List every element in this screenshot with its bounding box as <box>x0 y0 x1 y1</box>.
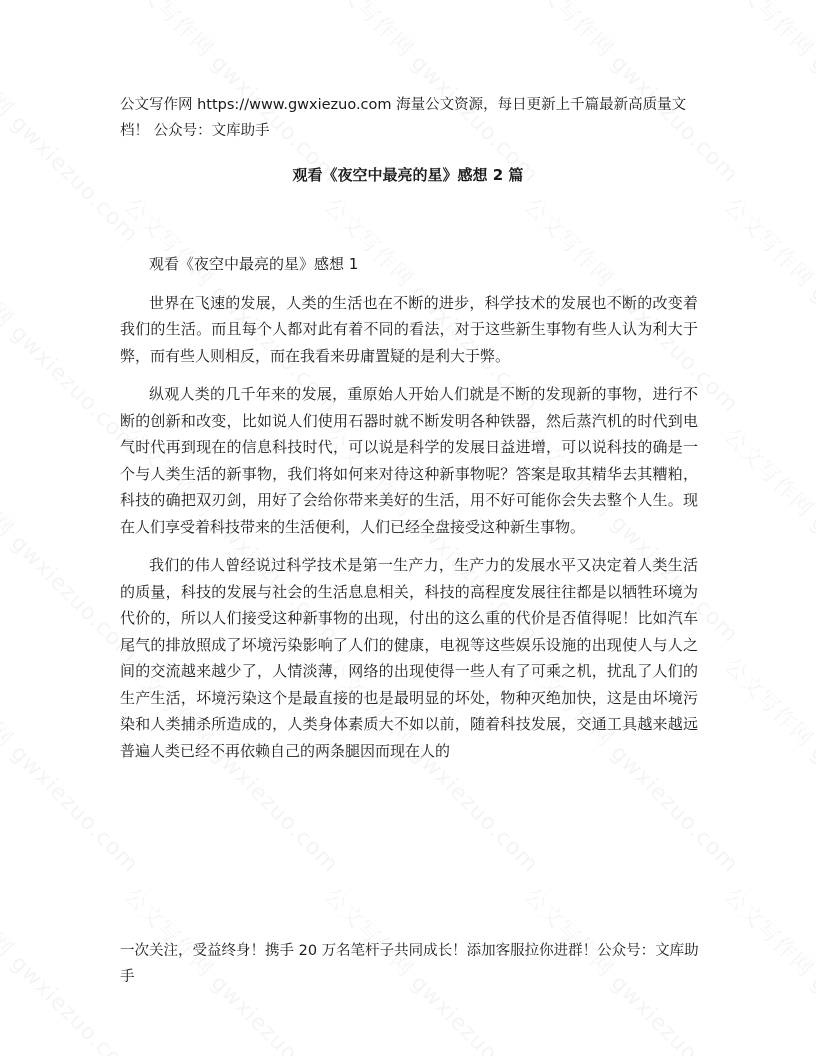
paragraph: 世界在飞速的发展，人类的生活也在不断的进步，科学技术的发展也不断的改变着我们的生活。而且每个人都对此有着不同的看法，对于这些新生事物有些人认为利大于弊，而有些人则相反，而在我看来毋庸置疑的是利大于弊。 <box>120 293 698 365</box>
document-body <box>120 251 698 776</box>
paragraph: 纵观人类的几千年来的发展，重原始人开始人们就是不断的发现新的事物，进行不断的创新和改变，比如说人们使用石器时就不断发明各种铁器，然后蒸汽机的时代到电气时代再到现在的信息科技时代，可以说是科学的发展日益进增，可以说科技的确是一个与人类生活的新事物，我们将如何来对待这种新事物呢？答案是取其精华去其糟粕，科技的确把双刃剑，用好了会给你带来美好的生活，用不好可能你会失去整个人生。现在人们享受着科技带来的生活便利，人们已经全盘接受这种新生事物。 <box>120 385 698 536</box>
header-note: 公文写作网 https://www.gwxiezuo.com 海量公文资源，每日更新上千篇最新高质量文档！ 公众号：文库助手 <box>120 97 687 139</box>
section-subtitle: 观看《夜空中最亮的星》感想 1 <box>149 255 359 273</box>
paragraph: 我们的伟人曾经说过科学技术是第一生产力，生产力的发展水平又决定着人类生活的质量，科技的发展与社会的生活息息相关，科技的高程度发展往往都是以牺牲环境为代价的，所以人们接受这种新事物的出现，付出的这么重的代价是否值得呢！比如汽车尾气的排放照成了坏境污染影响了人们的健康，电视等这些娱乐设施的出现使人与人之间的交流越来越少了，人情淡薄，网络的出现使得一些人有了可乘之机，扰乱了人们的生产生活，坏境污染这个是最直接的也是最明显的坏处，物种灭绝加快，这是由坏境污染和人类捕杀所造成的，人类身体素质大不如以前，随着科技发展，交通工具越来越远普遍人类已经不再依赖自己的两条腿因而现在人的 <box>120 556 698 760</box>
footer-note: 一次关注，受益终身！携手 20 万名笔杆子共同成长！添加客服拉你进群！公众号：文库助手 <box>120 943 699 985</box>
document-title: 观看《夜空中最亮的星》感想 2 篇 <box>292 166 524 184</box>
